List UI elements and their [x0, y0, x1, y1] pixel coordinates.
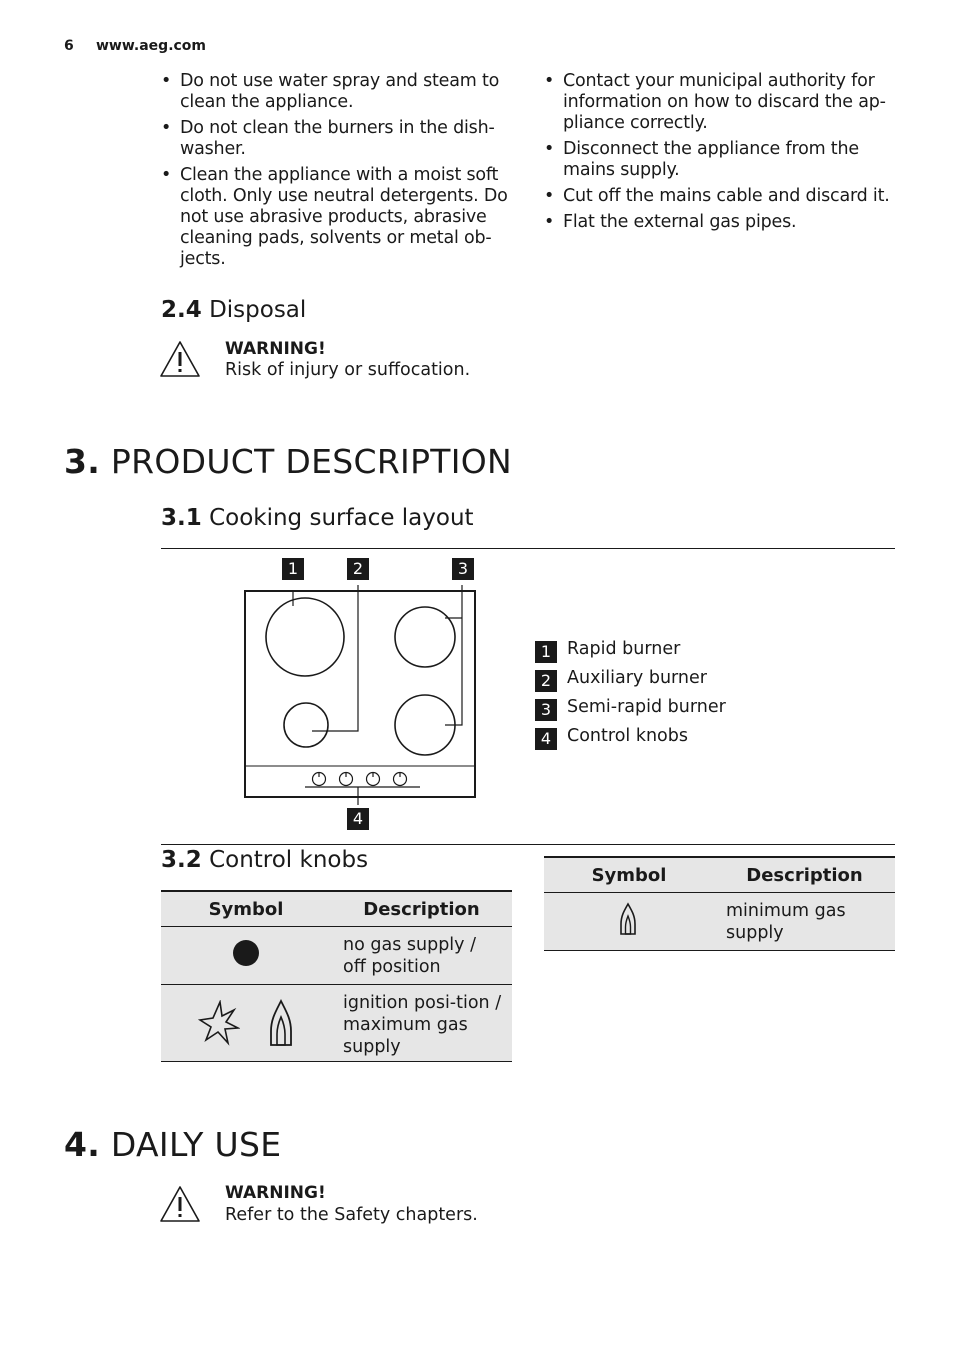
- legend-number: 3: [535, 699, 557, 721]
- warning-triangle-icon: [159, 339, 201, 379]
- warning-triangle-icon: [159, 1184, 201, 1224]
- symbol-cell: [161, 985, 331, 1062]
- section-heading-2-4: [161, 297, 306, 323]
- table-row: [161, 985, 512, 1062]
- list-item: • Disconnect the appliance from the mains supply.: [544, 139, 896, 181]
- control-knob-table: [161, 890, 512, 1062]
- section-number: 3.2: [161, 847, 202, 873]
- description-cell: ignition posi-tion / maximum gas supply: [331, 985, 512, 1062]
- semi-rapid-burner: [395, 607, 455, 667]
- list-item: • Do not use water spray and steam to clean the appliance.: [161, 71, 511, 113]
- section-title: Control knobs: [209, 847, 369, 873]
- spark-icon: [198, 1000, 240, 1046]
- callout-3: 3: [452, 558, 474, 580]
- chapter-number: 4.: [64, 1125, 101, 1164]
- list-item: • Do not clean the burners in the dish-washer.: [161, 118, 511, 160]
- description-cell: minimum gas supply: [714, 893, 895, 951]
- warning-title: WARNING!: [225, 1183, 326, 1203]
- divider: [161, 548, 895, 549]
- chapter-heading-3: [64, 442, 512, 481]
- column-header-description: Description: [331, 891, 512, 927]
- legend-label: Auxiliary burner: [567, 668, 707, 688]
- rapid-burner: [266, 598, 344, 676]
- callout-2: 2: [347, 558, 369, 580]
- legend-number: 2: [535, 670, 557, 692]
- legend-label: Control knobs: [567, 726, 688, 746]
- filled-circle-icon: [231, 938, 261, 968]
- chapter-title: DAILY USE: [110, 1125, 282, 1164]
- section-title: Cooking surface layout: [209, 505, 474, 531]
- column-header-symbol: Symbol: [544, 857, 714, 893]
- warning-text: Risk of injury or suffocation.: [225, 360, 471, 380]
- section-number: 2.4: [161, 297, 202, 323]
- list-item: • Contact your municipal authority for information on how to discard the ap-pliance correctly.: [544, 71, 896, 134]
- hob-diagram: [240, 585, 480, 805]
- list-item: • Clean the appliance with a moist soft cloth. Only use neutral detergents. Do not use abrasive products, abrasive cleaning pads, solvents or metal ob-jects.: [161, 165, 511, 270]
- control-knob-table: [544, 856, 895, 951]
- legend-label: Semi-rapid burner: [567, 697, 726, 717]
- column-header-symbol: Symbol: [161, 891, 331, 927]
- warning-text: Refer to the Safety chapters.: [225, 1205, 478, 1225]
- section-heading-3-1: [161, 505, 474, 531]
- control-knobs: [313, 773, 407, 786]
- right-bullet-list: [544, 71, 896, 238]
- flame-icon: [268, 999, 294, 1047]
- list-item: • Flat the external gas pipes.: [544, 212, 896, 233]
- chapter-number: 3.: [64, 442, 101, 481]
- warning-title: WARNING!: [225, 339, 326, 359]
- column-header-description: Description: [714, 857, 895, 893]
- section-heading-3-2: [161, 847, 368, 873]
- chapter-heading-4: [64, 1125, 281, 1164]
- table-row: [161, 927, 512, 985]
- small-flame-icon: [618, 902, 638, 936]
- symbol-cell: [544, 893, 714, 951]
- legend-label: Rapid burner: [567, 639, 681, 659]
- list-item: • Cut off the mains cable and discard it.: [544, 186, 896, 207]
- section-number: 3.1: [161, 505, 202, 531]
- page-number: 6: [64, 38, 74, 54]
- section-title: Disposal: [209, 297, 307, 323]
- site-url: www.aeg.com: [96, 38, 207, 54]
- symbol-cell: [161, 927, 331, 985]
- divider: [161, 844, 895, 845]
- callout-4: 4: [347, 808, 369, 830]
- auxiliary-burner: [284, 703, 328, 747]
- left-bullet-list: [161, 71, 511, 275]
- description-cell: no gas supply / off position: [331, 927, 512, 985]
- table-row: [544, 893, 895, 951]
- callout-1: 1: [282, 558, 304, 580]
- legend-number: 1: [535, 641, 557, 663]
- chapter-title: PRODUCT DESCRIPTION: [110, 442, 513, 481]
- legend-number: 4: [535, 728, 557, 750]
